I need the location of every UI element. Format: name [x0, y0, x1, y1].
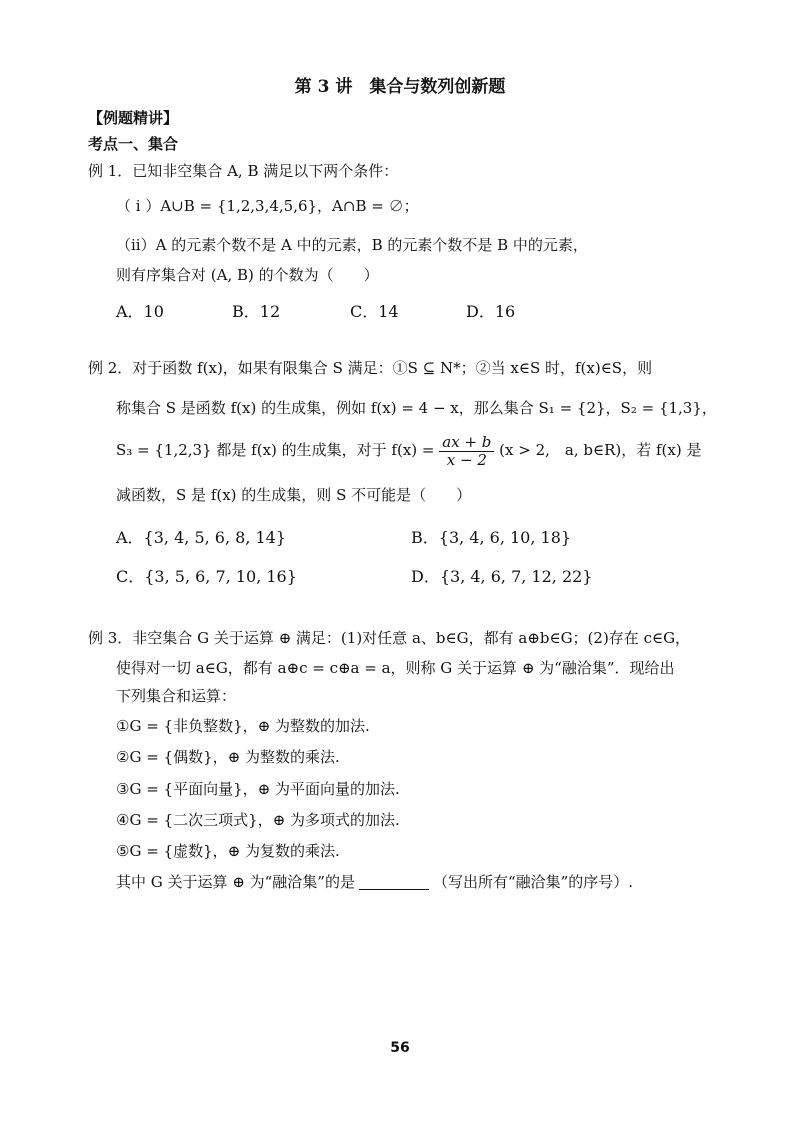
- ex2-option-a: A．{3, 4, 5, 6, 8, 14}: [116, 528, 287, 547]
- ex1-option-b: B．12: [232, 302, 281, 321]
- ex3-line-1: 例 3．非空集合 G 关于运算 ⊕ 满足：(1)对任意 a、b∈G，都有 a⊕b∈G；(2)存在 c∈G，: [88, 629, 691, 647]
- ex3-item-1: ①G = {非负整数}，⊕ 为整数的加法.: [116, 717, 370, 735]
- ex3-item-2: ②G = {偶数}，⊕ 为整数的乘法.: [116, 748, 340, 766]
- ex3-final-post: （写出所有“融洽集”的序号）.: [432, 873, 634, 891]
- fraction-denominator: x − 2: [446, 450, 487, 469]
- ex1-option-a: A．10: [116, 302, 164, 321]
- ex2-line-3: [116, 432, 701, 469]
- ex1-question: 则有序集合对 (A, B) 的个数为（ ）: [116, 266, 379, 284]
- section-header: 【例题精讲】: [88, 109, 179, 127]
- ex1-option-d: D．16: [466, 302, 516, 321]
- ex2-line-3-post: (x > 2, a, b∈R)，若 f(x) 是: [499, 441, 702, 459]
- fraction: [439, 434, 494, 469]
- ex1-stem: 例 1．已知非空集合 A, B 满足以下两个条件：: [88, 162, 399, 180]
- answer-blank[interactable]: [359, 875, 429, 890]
- page-title: 第 3 讲 集合与数列创新题: [294, 77, 506, 97]
- ex2-option-c: C．{3, 5, 6, 7, 10, 16}: [116, 567, 297, 586]
- ex2-line-3-pre: S₃ = {1,2,3} 都是 f(x) 的生成集，对于 f(x) =: [116, 441, 435, 459]
- ex2-line-1: 例 2．对于函数 f(x)，如果有限集合 S 满足：①S ⊆ N*；②当 x∈S 时，f(x)∈S，则: [88, 359, 653, 377]
- ex1-option-c: C．14: [350, 302, 399, 321]
- page-number: 56: [390, 1040, 410, 1056]
- ex2-line-2: 称集合 S 是函数 f(x) 的生成集，例如 f(x) = 4 − x，那么集合 S₁ = {2}，S₂ = {1,3}，: [116, 399, 717, 417]
- ex3-item-5: ⑤G = {虚数}，⊕ 为复数的乘法.: [116, 842, 340, 860]
- ex1-condition-2: （ii）A 的元素个数不是 A 中的元素，B 的元素个数不是 B 中的元素，: [116, 236, 588, 254]
- subsection-heading: 考点一、集合: [88, 135, 179, 153]
- ex3-line-3: 下列集合和运算：: [116, 687, 237, 705]
- ex3-item-4: ④G = {二次三项式}，⊕ 为多项式的加法.: [116, 811, 400, 829]
- ex3-final: [116, 872, 633, 892]
- ex2-option-d: D．{3, 4, 6, 7, 12, 22}: [411, 567, 593, 586]
- ex1-condition-1: （ i ）A∪B = {1,2,3,4,5,6}，A∩B = ∅；: [116, 197, 419, 215]
- ex2-line-4: 减函数，S 是 f(x) 的生成集，则 S 不可能是（ ）: [116, 486, 472, 504]
- fraction-numerator: ax + b: [439, 434, 494, 452]
- ex3-final-pre: 其中 G 关于运算 ⊕ 为“融洽集”的是: [116, 873, 355, 891]
- ex3-line-2: 使得对一切 a∈G，都有 a⊕c = c⊕a = a，则称 G 关于运算 ⊕ 为“融洽集”．现给出: [116, 659, 675, 677]
- ex2-option-b: B．{3, 4, 6, 10, 18}: [411, 528, 572, 547]
- ex3-item-3: ③G = {平面向量}，⊕ 为平面向量的加法.: [116, 780, 400, 798]
